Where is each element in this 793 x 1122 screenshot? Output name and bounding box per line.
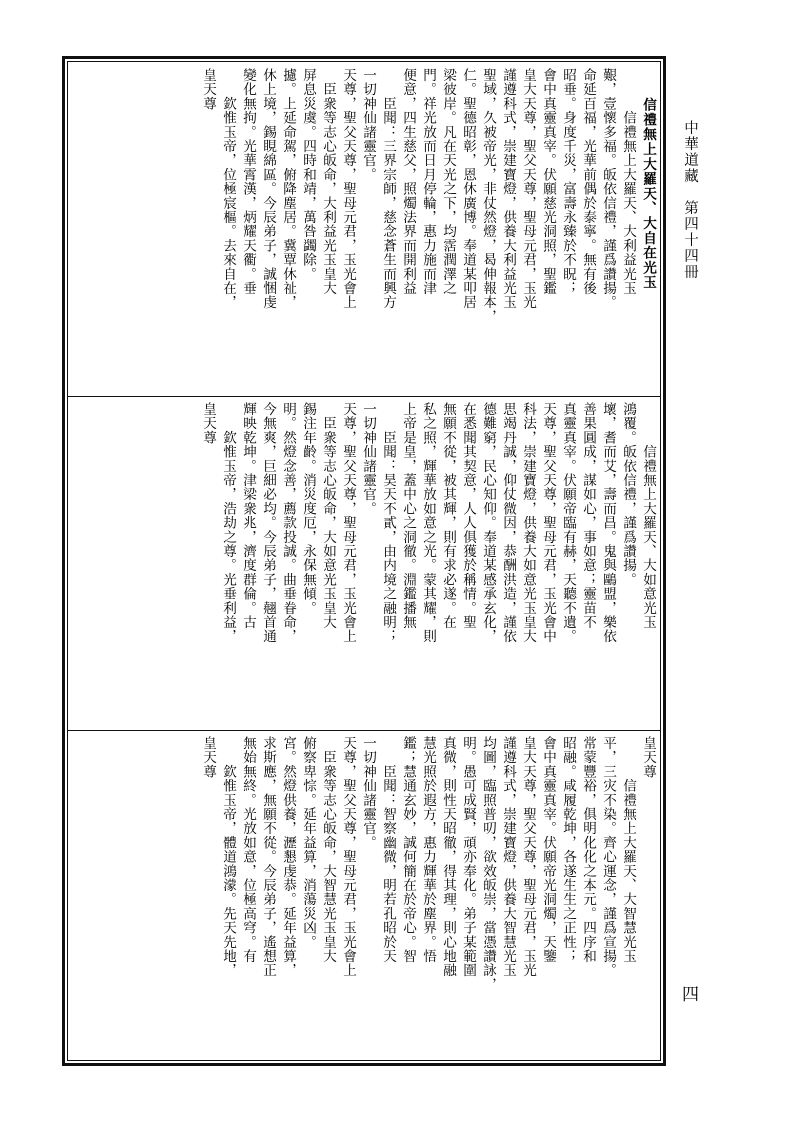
page-number: 四: [678, 985, 698, 1002]
text-column: 信禮無上大羅天、大自在光玉: [640, 68, 656, 290]
text-column: 臣聞：昊天不貳，由内境之融明；: [380, 402, 396, 644]
register-bottom: [70, 732, 658, 1058]
text-column: 天尊，聖父天尊，聖母元君，玉光會上: [340, 68, 356, 310]
text-column: 真微，則性天昭徹，得其理，則心地融: [440, 736, 456, 978]
text-column: 天尊，聖父天尊，聖母元君，玉光會上: [340, 736, 356, 978]
text-column: 信禮無上大羅天、大利益光玉: [620, 68, 636, 296]
text-column: 會中真靈真宰。伏願慈光洞照，聖鑑: [540, 68, 556, 296]
text-column: 信禮無上大羅天、大智慧光玉: [620, 736, 636, 964]
text-column: 慧光照於遐方，惠力輝華於塵界。悟: [420, 736, 436, 964]
text-column: 德難窮，民心知仰。奉道某感承玄化，: [480, 402, 496, 644]
text-column: 欽惟玉帝，浩劫之尊。光垂利益，: [220, 402, 236, 644]
text-column: 天尊，聖父天尊，聖母元君，玉光會中: [540, 402, 556, 644]
text-column: 私之照，輝華放如意之光。蒙其耀，則: [420, 402, 436, 644]
text-column: 宮。然燈供養，瀝懇虔恭。延年益算，: [280, 736, 296, 978]
text-column: 無願不從，被其輝，則有求必遂。在: [440, 402, 456, 630]
text-column: 壞，耆而艾，壽而昌。鬼與鷗盟，樂依: [600, 402, 616, 644]
text-column: 謹遵科式，崇建寶燈，供養大利益光玉: [500, 68, 516, 310]
text-column: 休上境，錫睍綿區。今辰弟子，誠悃虔: [260, 68, 276, 310]
text-column: 輝映乾坤。津梁衆兆，濟度群倫。古: [240, 402, 256, 630]
text-column: 臣衆等志心皈命，大如意光玉皇大: [320, 402, 336, 630]
text-column: 信禮無上大羅天、大如意光玉: [640, 402, 656, 630]
text-column: 便意，四生慈父，照燭法界而開利益: [400, 68, 416, 296]
text-column: 鑑；慧通玄妙，誠何簡在於帝心。智: [400, 736, 416, 964]
text-column: 常蒙豐裕，俱明化化之本元。四序和: [580, 736, 596, 964]
text-column: 思竭丹誠，仰仗微因，恭酬洪造，謹依: [500, 402, 516, 644]
text-column: 求斯應，無願不從。今辰弟子，遙想正: [260, 736, 276, 978]
text-column: 梁彼岸。凡在天光之下，均霑潤澤之: [440, 68, 456, 296]
column-group-top: [194, 68, 654, 392]
text-column: 門。祥光放而日月停輪，惠力施而津: [420, 68, 436, 296]
text-column: 欽惟玉帝，位極宸樞。去來自在，: [220, 68, 236, 310]
text-column: 上帝是皇，蓋中心之洞徹。淵鑑播無: [400, 402, 416, 630]
text-column: 明。愚可成賢，頑亦奉化。弟子某範圍: [460, 736, 476, 978]
text-column: 變化無拘。光華霄漢，炳耀天衢。垂: [240, 68, 256, 296]
text-column: 錫注年齡。消災度厄，永保無傾。: [300, 402, 316, 615]
register-top: [70, 64, 658, 396]
text-column: 仁。聖德昭彰，恩休廣博。奉道某叩居: [460, 68, 476, 310]
text-column: 善果圓成，謀如心，事如意；靈苗不: [580, 402, 596, 630]
text-column: 皇天尊: [640, 736, 656, 779]
text-column: 皇大天尊，聖父天尊，聖母元君，玉光: [520, 68, 536, 310]
text-column: 一切神仙諸靈官。: [360, 402, 376, 516]
text-column: 艱，壹懷多福。皈依信禮，謹爲讚揚。: [600, 68, 616, 310]
text-column: 臣衆等志心皈命，大利益光玉皇大: [320, 68, 336, 296]
series-volume-label: 中華道藏 第四十四冊: [682, 120, 698, 280]
text-column: 在悉聞其契意，人人俱獲於稱情。聖: [460, 402, 476, 630]
text-column: 謹遵科式，崇建寶燈，供養大智慧光玉: [500, 736, 516, 978]
text-column: 皇天尊: [200, 736, 216, 779]
text-column: 鴻覆。皈依信禮，謹爲讚揚。: [620, 402, 636, 587]
text-column: 天尊，聖父天尊，聖母元君，玉光會上: [340, 402, 356, 644]
text-column: 聖域，久被帝光，非仗然燈，曷伸報本，: [480, 68, 496, 324]
text-column: 無始無終。光放如意，位極高穹。有: [240, 736, 256, 964]
text-column: 科法，崇建寶燈，供養大如意光玉皇大: [520, 402, 536, 644]
text-column: 昭垂。身度千災，富壽永臻於不眖；: [560, 68, 576, 296]
text-column: 真靈真宰。伏願帝臨有赫，天聽不遺。: [560, 402, 576, 644]
text-column: 皇天尊: [200, 402, 216, 445]
column-group-bottom: [194, 736, 654, 1054]
column-group-middle: [194, 402, 654, 726]
text-column: 屏息災虞。四時和靖，萬咎蠲除。: [300, 68, 316, 281]
text-column: 欽惟玉帝，體道鴻濛。先天先地，: [220, 736, 236, 978]
text-column: 命延百福，光華前偶於泰寧。無有後: [580, 68, 596, 296]
text-column: 平，三灾不染。齊心運念，謹爲宣揚。: [600, 736, 616, 978]
text-column: 臣聞：三界宗師，慈念蒼生而興方: [380, 68, 396, 310]
text-column: 臣聞：智察幽微，明若孔昭於天: [380, 736, 396, 964]
register-divider-upper: [67, 396, 661, 397]
text-column: 攄。上延命駕，俯降塵居。冀覃休祉，: [280, 68, 296, 310]
text-column: 一切神仙諸靈官。: [360, 736, 376, 850]
register-divider-lower: [67, 730, 661, 731]
text-column: 臣衆等志心皈命，大智慧光玉皇大: [320, 736, 336, 964]
text-column: 皇大天尊，聖父天尊，聖母元君，玉光: [520, 736, 536, 978]
text-column: 昭融。咸履乾坤，各遂生生之正性；: [560, 736, 576, 964]
text-column: 一切神仙諸靈官。: [360, 68, 376, 182]
text-column: 今無爽，巨細必均。今辰弟子，翹首通: [260, 402, 276, 644]
text-column: 明。然燈念善，薦款投誠。曲垂眷命，: [280, 402, 296, 644]
text-column: 會中真靈真宰。伏願帝光洞燭，天鑒: [540, 736, 556, 964]
text-column: 均圖，臨照普叨，欲效皈崇，當憑讚詠，: [480, 736, 496, 992]
text-column: 皇天尊: [200, 68, 216, 111]
register-middle: [70, 398, 658, 730]
text-column: 俯察卑悰。延年益算，消蕩災凶。: [300, 736, 316, 949]
